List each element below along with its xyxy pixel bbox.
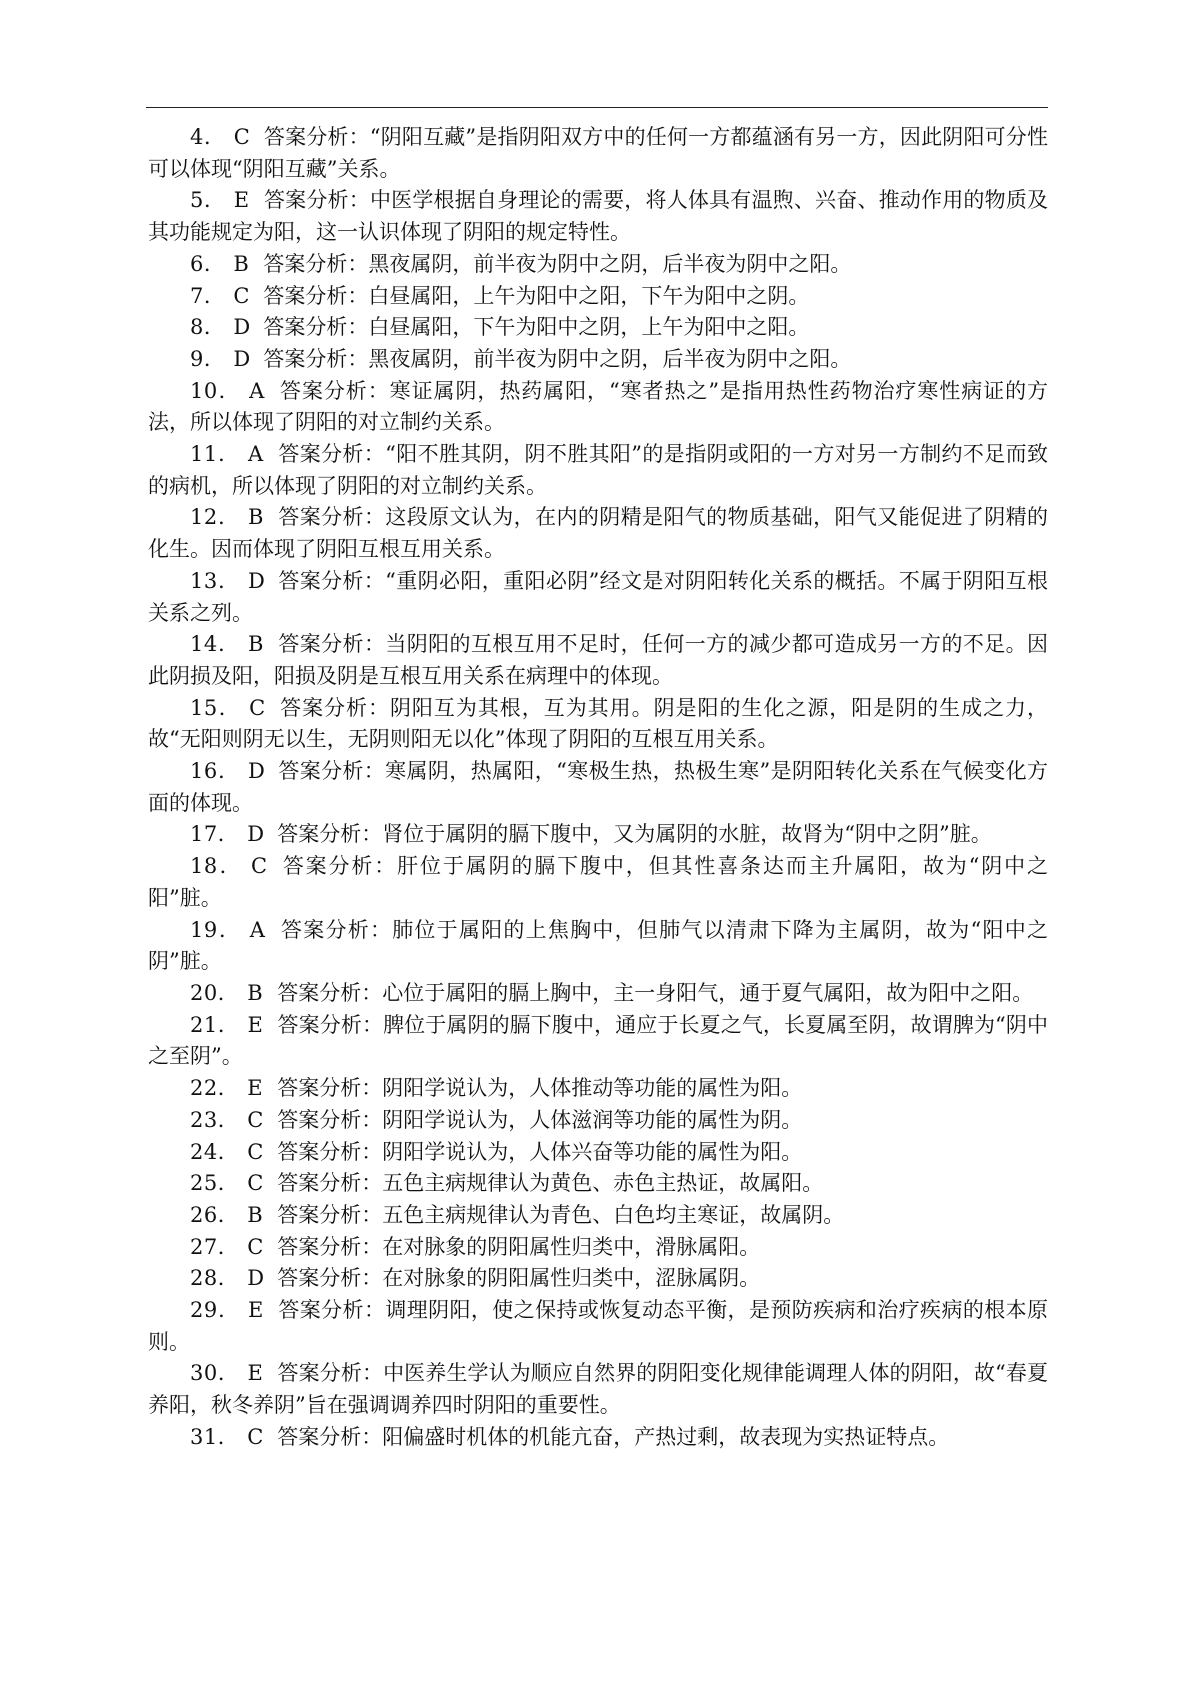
- question-number: 29．: [190, 1298, 240, 1323]
- answer-analysis-label: 答案分析：: [279, 378, 390, 403]
- question-number: 4．: [190, 125, 226, 149]
- answer-item: [148, 978, 1048, 1010]
- question-number: 10．: [190, 378, 242, 403]
- answer-explanation: 阳偏盛时机体的机能亢奋，产热过剩，故表现为实热证特点。: [382, 1424, 950, 1449]
- answer-item: [148, 312, 1048, 344]
- answer-item: [148, 1295, 1048, 1358]
- answer-analysis-label: 答案分析：: [277, 822, 383, 847]
- answer-analysis-label: 答案分析：: [277, 1202, 383, 1227]
- answer-letter: B: [248, 505, 264, 530]
- answer-explanation: 五色主病规律认为青色、白色均主寒证，故属阴。: [382, 1202, 845, 1227]
- answer-analysis-label: 答案分析：: [277, 568, 386, 593]
- answer-analysis-label: 答案分析：: [280, 854, 398, 879]
- answer-analysis-label: 答案分析：: [277, 1139, 383, 1164]
- question-number: 31．: [190, 1424, 240, 1449]
- answer-list: [148, 122, 1048, 1454]
- question-number: 6．: [190, 251, 226, 276]
- answer-explanation: 阴阳学说认为，人体兴奋等功能的属性为阳。: [382, 1139, 803, 1164]
- answer-letter: C: [247, 1424, 264, 1449]
- question-number: 21．: [190, 1012, 240, 1037]
- answer-item: [148, 566, 1048, 629]
- answer-letter: B: [248, 632, 264, 657]
- answer-explanation: 在对脉象的阴阳属性归类中，涩脉属阴。: [382, 1266, 761, 1291]
- answer-item: [148, 122, 1048, 185]
- answer-letter: C: [247, 1234, 264, 1259]
- answer-explanation: 调理阴阳，使之保持或恢复动态平衡，是预防疾病和治疗疾病的根本原则。: [148, 1298, 1048, 1354]
- answer-letter: B: [247, 980, 263, 1005]
- question-number: 19．: [190, 917, 242, 942]
- answer-explanation: 中医养生学认为顺应自然界的阴阳变化规律能调理人体的阴阳，故“春夏养阳，秋冬养阴”旨在强调调养四时阴阳的重要性。: [148, 1361, 1048, 1418]
- answer-analysis-label: 答案分析：: [279, 917, 393, 942]
- question-number: 23．: [190, 1107, 240, 1132]
- answer-explanation: 寒证属阴，热药属阳，“寒者热之”是指用热性药物治疗寒性病证的方法，所以体现了阴阳的对立制约关系。: [148, 378, 1048, 435]
- answer-item: [148, 756, 1048, 819]
- answer-explanation: 黑夜属阴，前半夜为阴中之阴，后半夜为阴中之阳。: [368, 251, 852, 276]
- answer-analysis-label: 答案分析：: [277, 1107, 383, 1132]
- answer-analysis-label: 答案分析：: [277, 1361, 384, 1386]
- question-number: 20．: [190, 980, 240, 1005]
- answer-letter: D: [247, 1266, 265, 1291]
- answer-item: [148, 819, 1048, 851]
- answer-letter: E: [247, 1361, 263, 1386]
- question-number: 7．: [190, 283, 226, 308]
- answer-analysis-label: 答案分析：: [277, 1171, 383, 1196]
- answer-explanation: 肾位于属阴的膈下腹中，又为属阴的水脏，故肾为“阴中之阴”脏。: [382, 822, 992, 847]
- answer-item: [148, 629, 1048, 692]
- answer-letter: C: [249, 695, 266, 720]
- answer-letter: C: [250, 854, 268, 879]
- question-number: 13．: [190, 568, 240, 593]
- answer-analysis-label: 答案分析：: [263, 188, 370, 213]
- question-number: 30．: [190, 1361, 240, 1386]
- answer-item: [148, 1232, 1048, 1264]
- question-number: 16．: [190, 759, 240, 784]
- answer-item: [148, 1263, 1048, 1295]
- question-number: 24．: [190, 1139, 240, 1164]
- question-number: 15．: [190, 695, 242, 720]
- answer-explanation: 白昼属阳，上午为阳中之阳，下午为阳中之阴。: [368, 283, 810, 308]
- answer-explanation: 阴阳互为其根，互为其用。阴是阳的生化之源，阳是阴的生成之力，故“无阳则阴无以生，无阴则阳无以化”体现了阴阳的互根互用关系。: [148, 695, 1048, 752]
- answer-letter: E: [247, 1076, 263, 1101]
- answer-explanation: 在对脉象的阴阳属性归类中，滑脉属阳。: [382, 1234, 761, 1259]
- answer-analysis-label: 答案分析：: [277, 980, 383, 1005]
- answer-item: [148, 1168, 1048, 1200]
- answer-item: [148, 1422, 1048, 1454]
- question-number: 22．: [190, 1076, 240, 1101]
- answer-analysis-label: 答案分析：: [278, 505, 386, 530]
- answer-explanation: 阴阳学说认为，人体滋润等功能的属性为阴。: [382, 1107, 803, 1132]
- answer-item: [148, 344, 1048, 376]
- answer-analysis-label: 答案分析：: [278, 1298, 386, 1323]
- answer-item: [148, 915, 1048, 978]
- question-number: 26．: [190, 1202, 240, 1227]
- answer-analysis-label: 答案分析：: [278, 632, 386, 657]
- answer-analysis-label: 答案分析：: [277, 1424, 383, 1449]
- answer-explanation: 肺位于属阳的上焦胸中，但肺气以清肃下降为主属阴，故为“阳中之阴”脏。: [148, 917, 1048, 974]
- header-rule: [146, 107, 1048, 108]
- answer-item: [148, 1073, 1048, 1105]
- answer-item: [148, 281, 1048, 313]
- answer-letter: A: [249, 917, 265, 942]
- answer-analysis-label: 答案分析：: [277, 1266, 383, 1291]
- answer-analysis-label: 答案分析：: [277, 442, 386, 467]
- answer-letter: B: [247, 1202, 263, 1227]
- answer-analysis-label: 答案分析：: [263, 283, 369, 308]
- answer-item: [148, 1358, 1048, 1421]
- answer-explanation: “重阴必阳，重阳必阴”经文是对阴阳转化关系的概括。不属于阴阳互根关系之列。: [148, 568, 1048, 625]
- answer-explanation: “阳不胜其阴，阴不胜其阳”的是指阴或阳的一方对另一方制约不足而致的病机，所以体现了阴阳的对立制约关系。: [148, 442, 1048, 498]
- question-number: 12．: [190, 505, 240, 530]
- answer-item: [148, 185, 1048, 248]
- answer-item: [148, 376, 1048, 439]
- answer-analysis-label: 答案分析：: [279, 695, 390, 720]
- answer-item: [148, 1105, 1048, 1137]
- answer-item: [148, 1137, 1048, 1169]
- answer-letter: E: [247, 1012, 263, 1037]
- answer-item: [148, 502, 1048, 565]
- answer-item: [148, 851, 1048, 914]
- answer-explanation: 这段原文认为，在内的阴精是阳气的物质基础，阳气又能促进了阴精的化生。因而体现了阴阳互根互用关系。: [148, 505, 1048, 562]
- answer-letter: A: [247, 442, 264, 467]
- answer-letter: D: [247, 568, 265, 593]
- answer-explanation: 心位于属阳的膈上胸中，主一身阳气，通于夏气属阳，故为阳中之阳。: [382, 980, 1034, 1005]
- answer-analysis-label: 答案分析：: [263, 125, 370, 149]
- answer-letter: C: [247, 1107, 264, 1132]
- question-number: 25．: [190, 1171, 240, 1196]
- answer-letter: A: [249, 378, 265, 403]
- answer-letter: D: [247, 822, 265, 847]
- answer-analysis-label: 答案分析：: [263, 315, 369, 340]
- answer-letter: E: [248, 1298, 264, 1323]
- question-number: 28．: [190, 1266, 240, 1291]
- answer-explanation: 当阴阳的互根互用不足时，任何一方的减少都可造成另一方的不足。因此阴损及阳，阳损及阴是互根互用关系在病理中的体现。: [148, 632, 1048, 688]
- question-number: 17．: [190, 822, 240, 847]
- answer-letter: B: [233, 251, 249, 276]
- answer-letter: D: [233, 315, 251, 340]
- answer-explanation: 白昼属阳，下午为阳中之阴，上午为阳中之阳。: [368, 315, 810, 340]
- answer-analysis-label: 答案分析：: [263, 346, 369, 371]
- answer-explanation: 肝位于属阴的膈下腹中，但其性喜条达而主升属阳，故为“阴中之阳”脏。: [148, 854, 1048, 910]
- question-number: 27．: [190, 1234, 240, 1259]
- answer-analysis-label: 答案分析：: [263, 251, 369, 276]
- answer-item: [148, 693, 1048, 756]
- answer-explanation: 脾位于属阴的膈下腹中，通应于长夏之气，长夏属至阴，故谓脾为“阴中之至阴”。: [148, 1012, 1048, 1069]
- answer-explanation: “阴阳互藏”是指阴阳双方中的任何一方都蕴涵有另一方，因此阴阳可分性可以体现“阴阳互藏”关系。: [148, 125, 1048, 181]
- question-number: 11．: [190, 442, 240, 467]
- answer-letter: D: [233, 346, 251, 371]
- answer-explanation: 五色主病规律认为黄色、赤色主热证，故属阳。: [382, 1171, 824, 1196]
- answer-item: [148, 249, 1048, 281]
- question-number: 5．: [190, 188, 226, 213]
- answer-analysis-label: 答案分析：: [277, 1012, 384, 1037]
- answer-letter: C: [247, 1171, 264, 1196]
- answer-item: [148, 439, 1048, 502]
- answer-letter: E: [233, 188, 250, 213]
- answer-letter: C: [247, 1139, 264, 1164]
- answer-explanation: 寒属阴，热属阳，“寒极生热，热极生寒”是阴阳转化关系在气候变化方面的体现。: [148, 759, 1048, 815]
- answer-analysis-label: 答案分析：: [277, 759, 386, 784]
- answer-explanation: 黑夜属阴，前半夜为阴中之阴，后半夜为阴中之阳。: [368, 346, 852, 371]
- question-number: 18．: [190, 854, 243, 879]
- answer-letter: C: [233, 125, 250, 149]
- answer-explanation: 阴阳学说认为，人体推动等功能的属性为阳。: [382, 1076, 803, 1101]
- answer-item: [148, 1200, 1048, 1232]
- question-number: 8．: [190, 315, 226, 340]
- answer-analysis-label: 答案分析：: [277, 1076, 383, 1101]
- question-number: 14．: [190, 632, 240, 657]
- question-number: 9．: [190, 346, 226, 371]
- answer-analysis-label: 答案分析：: [277, 1234, 383, 1259]
- answer-letter: C: [233, 283, 250, 308]
- answer-explanation: 中医学根据自身理论的需要，将人体具有温煦、兴奋、推动作用的物质及其功能规定为阳，这一认识体现了阴阳的规定特性。: [148, 188, 1049, 245]
- answer-letter: D: [247, 759, 265, 784]
- answer-item: [148, 1010, 1048, 1073]
